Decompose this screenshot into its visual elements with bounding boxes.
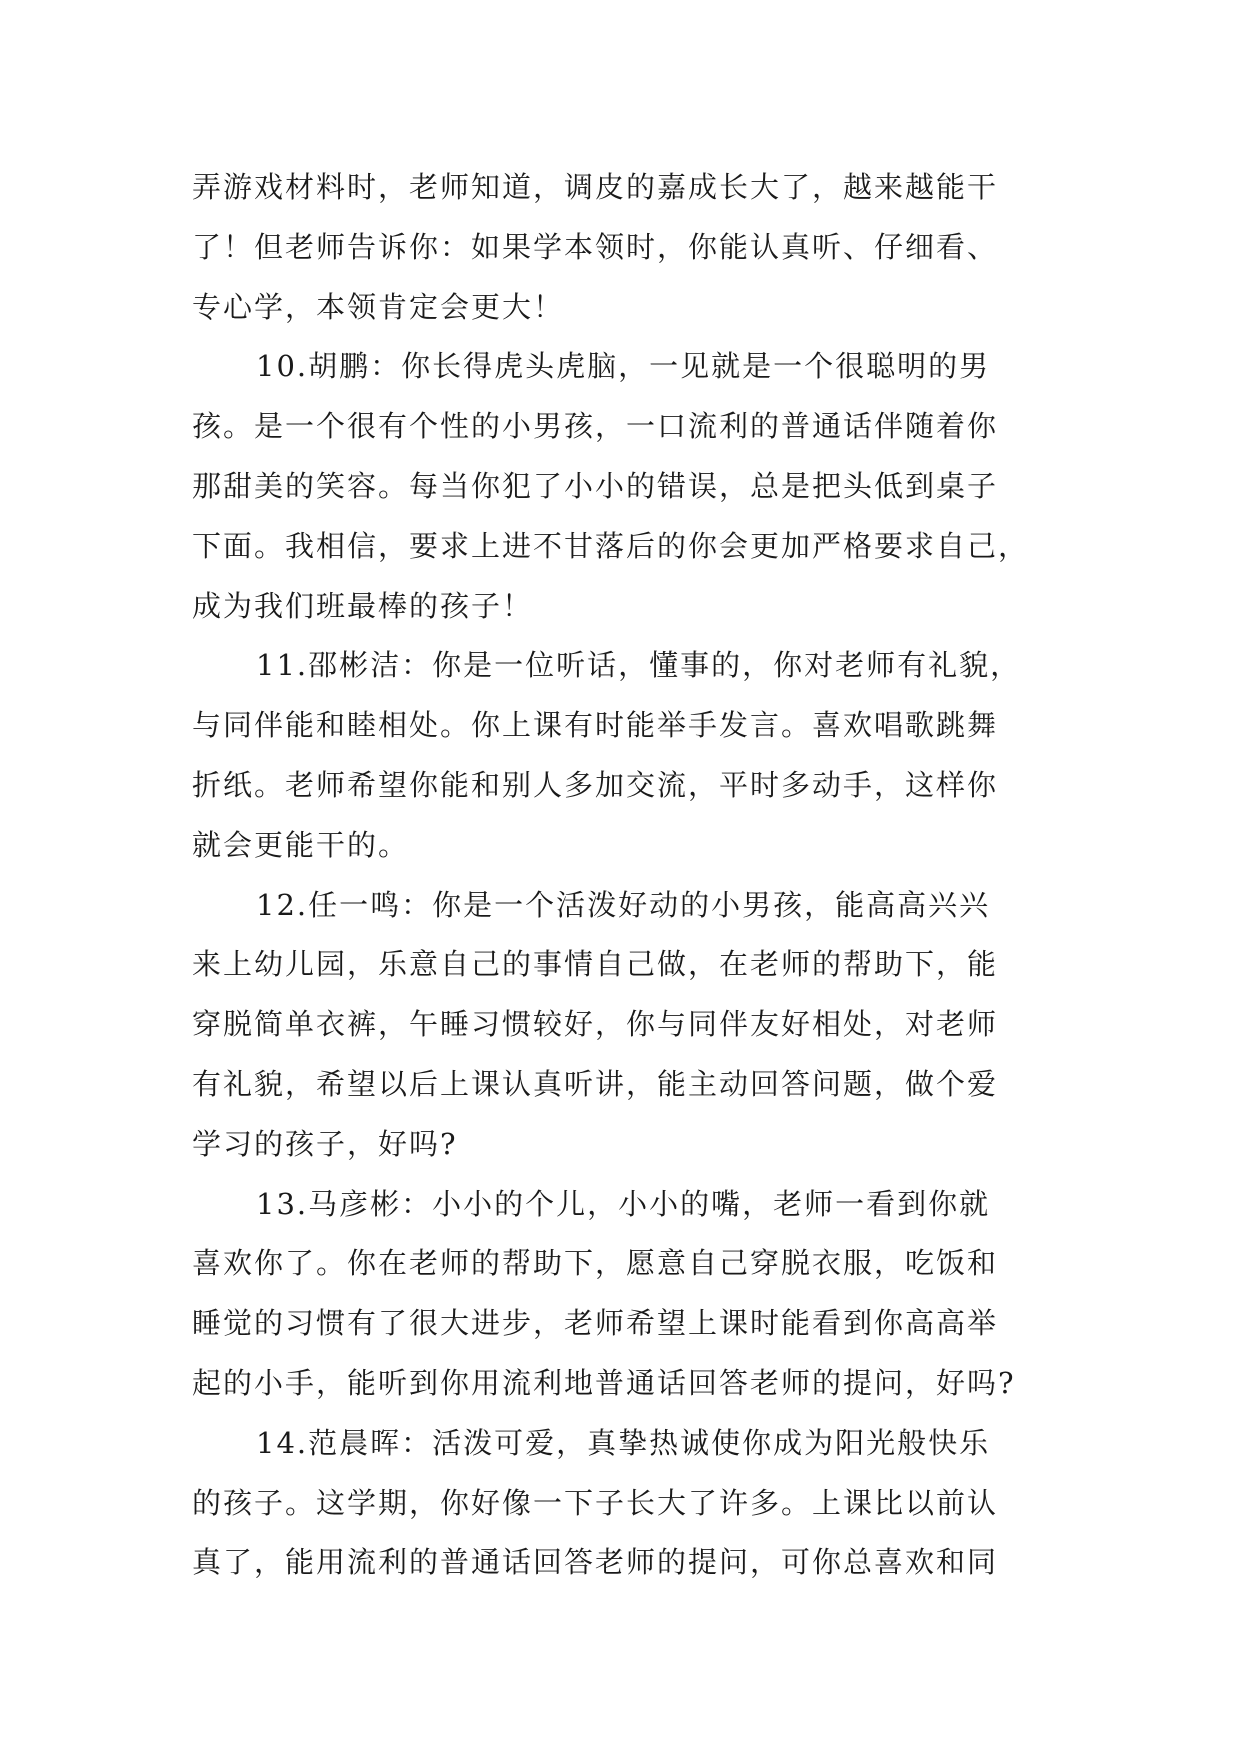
document-body xyxy=(192,158,1052,1593)
text-line: 下面。我相信，要求上进不甘落后的你会更加严格要求自己， xyxy=(192,528,1030,563)
paragraph-14 xyxy=(192,1414,1052,1593)
paragraph-13 xyxy=(192,1175,1052,1414)
text-line: 来上幼儿园，乐意自己的事情自己做，在老师的帮助下，能 xyxy=(192,947,999,982)
text-line: 11.邵彬洁：你是一位听话，懂事的，你对老师有礼貌， xyxy=(256,648,1022,683)
text-line: 孩。是一个很有个性的小男孩，一口流利的普通话伴随着你 xyxy=(192,409,999,444)
text-line: 14.范晨晖：活泼可爱，真挚热诚使你成为阳光般快乐 xyxy=(256,1425,991,1460)
text-line: 穿脱简单衣裤，午睡习惯较好，你与同伴友好相处，对老师 xyxy=(192,1007,999,1042)
paragraph-12 xyxy=(192,876,1052,1175)
text-line: 学习的孩子，好吗? xyxy=(192,1126,458,1161)
text-line: 真了，能用流利的普通话回答老师的提问，可你总喜欢和同 xyxy=(192,1545,999,1580)
text-line: 专心学，本领肯定会更大！ xyxy=(192,289,565,324)
paragraph-10 xyxy=(192,337,1052,636)
text-line: 与同伴能和睦相处。你上课有时能举手发言。喜欢唱歌跳舞 xyxy=(192,708,999,743)
text-line: 那甜美的笑容。每当你犯了小小的错误，总是把头低到桌子 xyxy=(192,468,999,503)
text-line: 10.胡鹏：你长得虎头虎脑，一见就是一个很聪明的男 xyxy=(256,349,991,384)
text-line: 就会更能干的。 xyxy=(192,827,410,862)
text-line: 喜欢你了。你在老师的帮助下，愿意自己穿脱衣服，吃饭和 xyxy=(192,1246,999,1281)
text-line: 有礼貌，希望以后上课认真听讲，能主动回答问题，做个爱 xyxy=(192,1066,999,1101)
text-line: 折纸。老师希望你能和别人多加交流，平时多动手，这样你 xyxy=(192,767,999,802)
text-line: 的孩子。这学期，你好像一下子长大了许多。上课比以前认 xyxy=(192,1485,999,1520)
text-line: 睡觉的习惯有了很大进步，老师希望上课时能看到你高高举 xyxy=(192,1306,999,1341)
text-line: 起的小手，能听到你用流利地普通话回答老师的提问，好吗? xyxy=(192,1365,1016,1400)
text-line: 了！但老师告诉你：如果学本领时，你能认真听、仔细看、 xyxy=(192,229,999,264)
paragraph-9-continued xyxy=(192,158,1052,337)
paragraph-11 xyxy=(192,636,1052,875)
text-line: 12.任一鸣：你是一个活泼好动的小男孩，能高高兴兴 xyxy=(256,887,991,922)
text-line: 成为我们班最棒的孩子！ xyxy=(192,588,534,623)
text-line: 弄游戏材料时，老师知道，调皮的嘉成长大了，越来越能干 xyxy=(192,170,999,204)
text-line: 13.马彦彬：小小的个儿，小小的嘴，老师一看到你就 xyxy=(256,1186,991,1221)
